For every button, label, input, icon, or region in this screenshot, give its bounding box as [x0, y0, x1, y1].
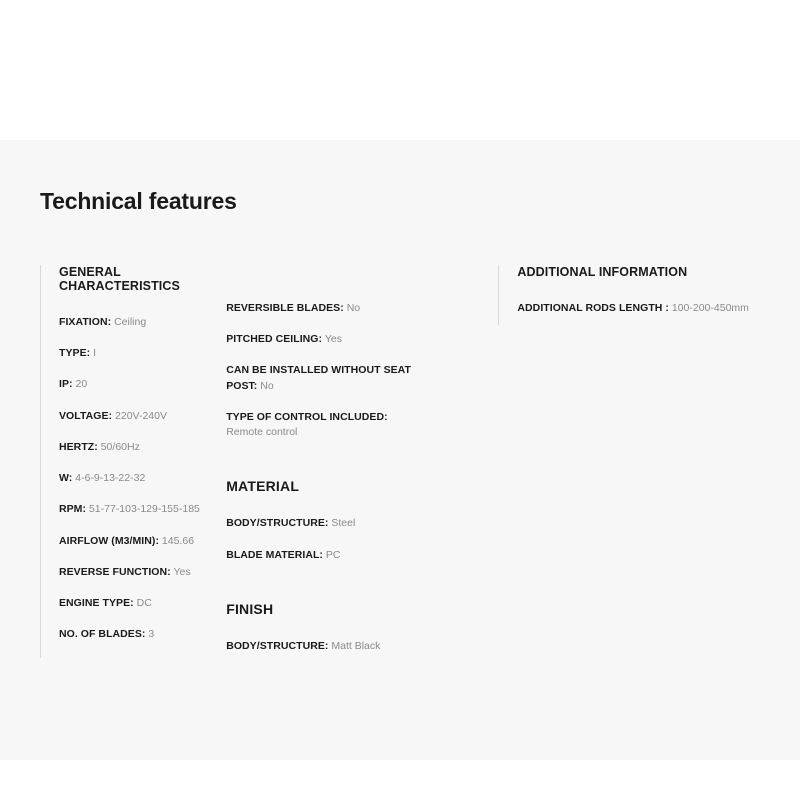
spec-key: BODY/STRUCTURE: — [226, 517, 329, 530]
spec-value: Yes — [324, 333, 342, 346]
spec-value: DC — [136, 596, 152, 609]
general-characteristics-column — [40, 265, 226, 658]
spec-additional-rods-length — [517, 301, 770, 316]
spec-value: 50/60Hz — [100, 440, 140, 453]
spec-value: 51-77-103-129-155-185 — [88, 503, 200, 516]
spec-key: ADDITIONAL RODS LENGTH : — [517, 302, 669, 314]
spec-value: 4-6-9-13-22-32 — [75, 472, 146, 485]
spec-value: No — [346, 302, 361, 314]
spec-value: 145.66 — [161, 534, 195, 547]
spec-value: Remote control — [226, 426, 298, 439]
spec-key: AIRFLOW (M3/MIN): — [59, 534, 159, 547]
spec-key: IP: — [59, 378, 73, 391]
spec-type-of-control — [226, 410, 426, 440]
spec-value: 20 — [75, 378, 88, 391]
spec-key: FIXATION: — [59, 316, 112, 328]
spec-key: REVERSE FUNCTION: — [59, 565, 171, 578]
spec-key: HERTZ: — [59, 440, 98, 453]
page-title: Technical features — [40, 188, 237, 214]
spec-blade-material — [226, 548, 426, 563]
spec-hertz — [59, 440, 226, 455]
technical-features-panel — [0, 140, 800, 760]
spec-reversible-blades — [226, 301, 426, 316]
specs-columns — [40, 265, 770, 670]
section-heading-general: GENERAL CHARACTERISTICS — [59, 265, 180, 293]
spec-key: W: — [59, 472, 73, 485]
general-characteristics-second-column — [226, 265, 428, 670]
spec-key: TYPE: — [59, 347, 91, 360]
spec-value: 220V-240V — [115, 409, 167, 422]
section-heading-material: MATERIAL — [226, 478, 300, 495]
section-heading-additional: ADDITIONAL INFORMATION — [517, 265, 688, 279]
spec-key: TYPE OF CONTROL INCLUDED: — [226, 410, 388, 423]
spec-key: VOLTAGE: — [59, 409, 113, 422]
spec-value: 3 — [148, 628, 155, 641]
spec-reverse-function — [59, 565, 226, 580]
spec-finish-body-structure — [226, 639, 426, 654]
spec-value: Yes — [173, 565, 191, 578]
spec-value: Steel — [331, 517, 356, 530]
spec-key: NO. OF BLADES: — [59, 628, 146, 641]
spec-value: 100-200-450mm — [671, 302, 749, 314]
spec-installed-without-seat-post — [226, 363, 426, 393]
spec-pitched-ceiling — [226, 332, 426, 347]
spec-w — [59, 471, 226, 486]
spec-voltage — [59, 409, 226, 424]
spec-key: PITCHED CEILING: — [226, 333, 323, 346]
spec-value: I — [93, 347, 97, 360]
spec-key: ENGINE TYPE: — [59, 596, 134, 609]
spec-key: RPM: — [59, 503, 87, 516]
spec-rpm — [59, 502, 226, 517]
spec-fixation — [59, 315, 226, 330]
spec-airflow — [59, 534, 226, 549]
spec-key: CAN BE INSTALLED WITHOUT SEAT POST: — [226, 364, 411, 392]
section-heading-finish: FINISH — [226, 600, 274, 617]
spec-engine-type — [59, 596, 226, 611]
spec-ip — [59, 377, 226, 392]
spec-value: No — [260, 379, 274, 392]
spec-value: Ceiling — [114, 316, 147, 328]
spec-no-of-blades — [59, 627, 226, 642]
additional-information-column — [498, 265, 770, 325]
spec-value: PC — [325, 548, 341, 561]
spec-material-body-structure — [226, 516, 426, 531]
spec-value: Matt Black — [331, 639, 381, 652]
spec-key: BODY/STRUCTURE: — [226, 639, 329, 652]
spec-key: BLADE MATERIAL: — [226, 548, 323, 561]
spec-type — [59, 346, 226, 361]
spec-key: REVERSIBLE BLADES: — [226, 302, 344, 314]
